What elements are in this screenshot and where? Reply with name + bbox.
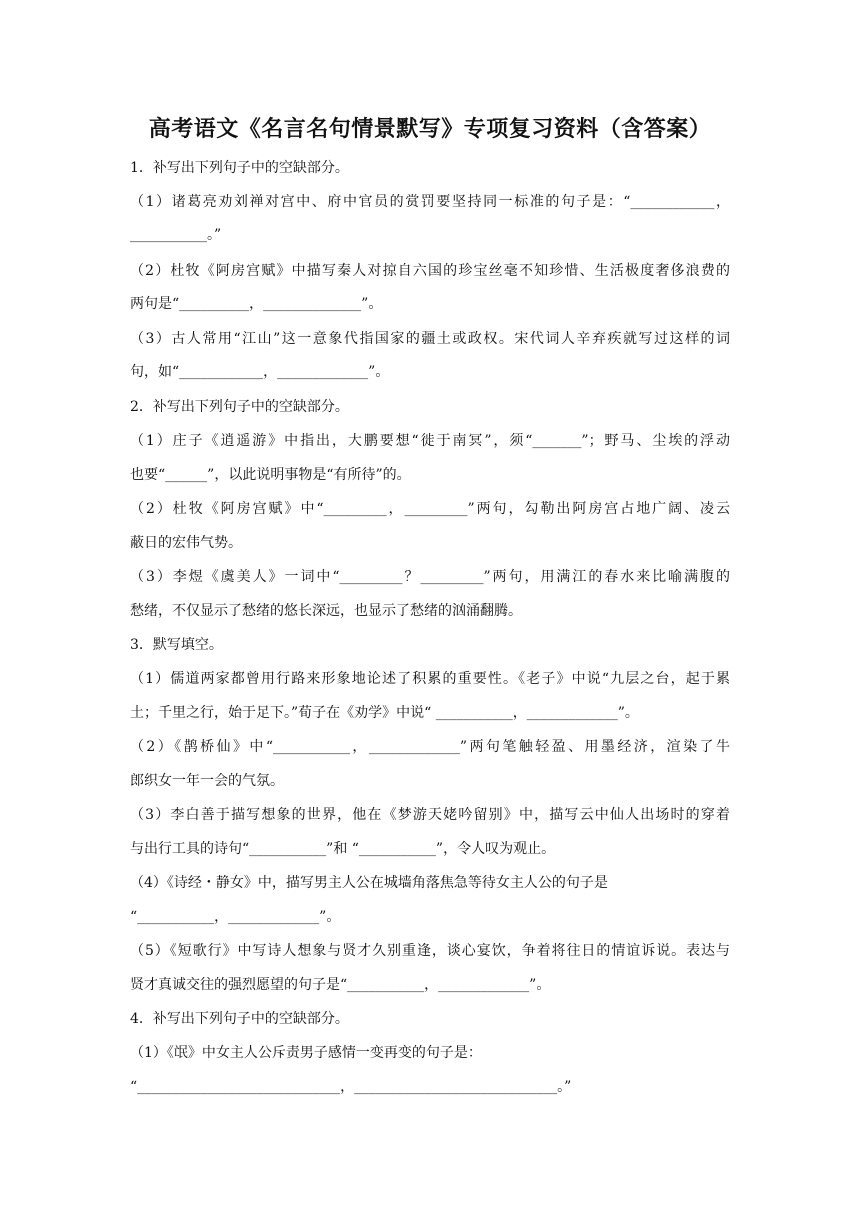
question-heading-2: 2．补写出下列句子中的空缺部分。 <box>130 399 349 415</box>
question-text-line: （5）《短歌行》中写诗人想象与贤才久别重逢，谈心宴饮，争着将往日的情谊诉说。表达与 <box>130 943 730 959</box>
question-text-line: （2）杜牧《阿房宫赋》中“_________，_________”两句，勾勒出阿房宫占地广阔、凌云 <box>130 501 730 517</box>
question-text-line: （3）李白善于描写想象的世界，他在《梦游天姥吟留别》中，描写云中仙人出场时的穿着 <box>130 807 730 823</box>
question-text-line: 愁绪，不仅显示了愁绪的悠长深远，也显示了愁绪的汹涌翻腾。 <box>130 603 522 619</box>
question-text-line: “___________，_____________”。 <box>130 909 341 925</box>
question-heading-4: 4．补写出下列句子中的空缺部分。 <box>130 1011 349 1027</box>
question-text-line: （2）《鹊桥仙》中“___________，_____________”两句笔触轻盈、用墨经济，渲染了牛 <box>130 739 730 755</box>
question-heading-1: 1．补写出下列句子中的空缺部分。 <box>130 160 349 176</box>
question-text-line: 蔽日的宏伟气势。 <box>130 535 242 551</box>
question-text-line: （1）《氓》中女主人公斥责男子感情一变再变的句子是： <box>130 1045 482 1061</box>
question-text-line: （1）庄子《逍遥游》中指出，大鹏要想“徙于南冥”，须“_______”；野马、尘埃的浮动 <box>130 433 730 449</box>
document-title: 高考语文《名言名句情景默写》专项复习资料（含答案） <box>148 117 712 142</box>
question-text-line: （1）诸葛亮劝刘禅对宫中、府中官员的赏罚要坚持同一标准的句子是：“____________， <box>130 194 730 210</box>
question-text-line: （3）古人常用“江山”这一意象代指国家的疆土或政权。宋代词人辛弃疾就写过这样的词 <box>130 331 730 347</box>
question-text-line: （1）儒道两家都曾用行路来形象地论述了积累的重要性。《老子》中说“九层之台，起于累 <box>130 671 730 687</box>
question-text-line: 两句是“__________，______________”。 <box>130 296 383 312</box>
question-text-line: 贤才真诚交往的强烈愿望的句子是“___________，_____________”。 <box>130 977 551 993</box>
question-text-line: 也要“______”，以此说明事物是“有所待”的。 <box>130 467 411 483</box>
question-text-line: （3）李煜《虞美人》一词中“_________？_________”两句，用满江的春水来比喻满腹的 <box>130 569 730 585</box>
question-text-line: 句，如“____________，_____________”。 <box>130 364 390 380</box>
question-text-line: ___________。” <box>130 227 222 243</box>
question-text-line: 郎织女一年一会的气氛。 <box>130 773 284 789</box>
question-text-line: 土；千里之行，始于足下。”荀子在《劝学》中说“ ___________，_____________”。 <box>130 705 639 721</box>
question-text-line: （2）杜牧《阿房宫赋》中描写秦人对掠自六国的珍宝丝毫不知珍惜、生活极度奢侈浪费的 <box>130 263 730 279</box>
question-text-line: 与出行工具的诗句“___________”和 “___________”，令人叹为观止。 <box>130 841 556 857</box>
question-text-line: “_____________________________，_____________________________。” <box>130 1079 572 1095</box>
question-heading-3: 3．默写填空。 <box>130 637 223 653</box>
question-text-line: （4）《诗经・静女》中，描写男主人公在城墙角落焦急等待女主人公的句子是 <box>130 875 608 891</box>
